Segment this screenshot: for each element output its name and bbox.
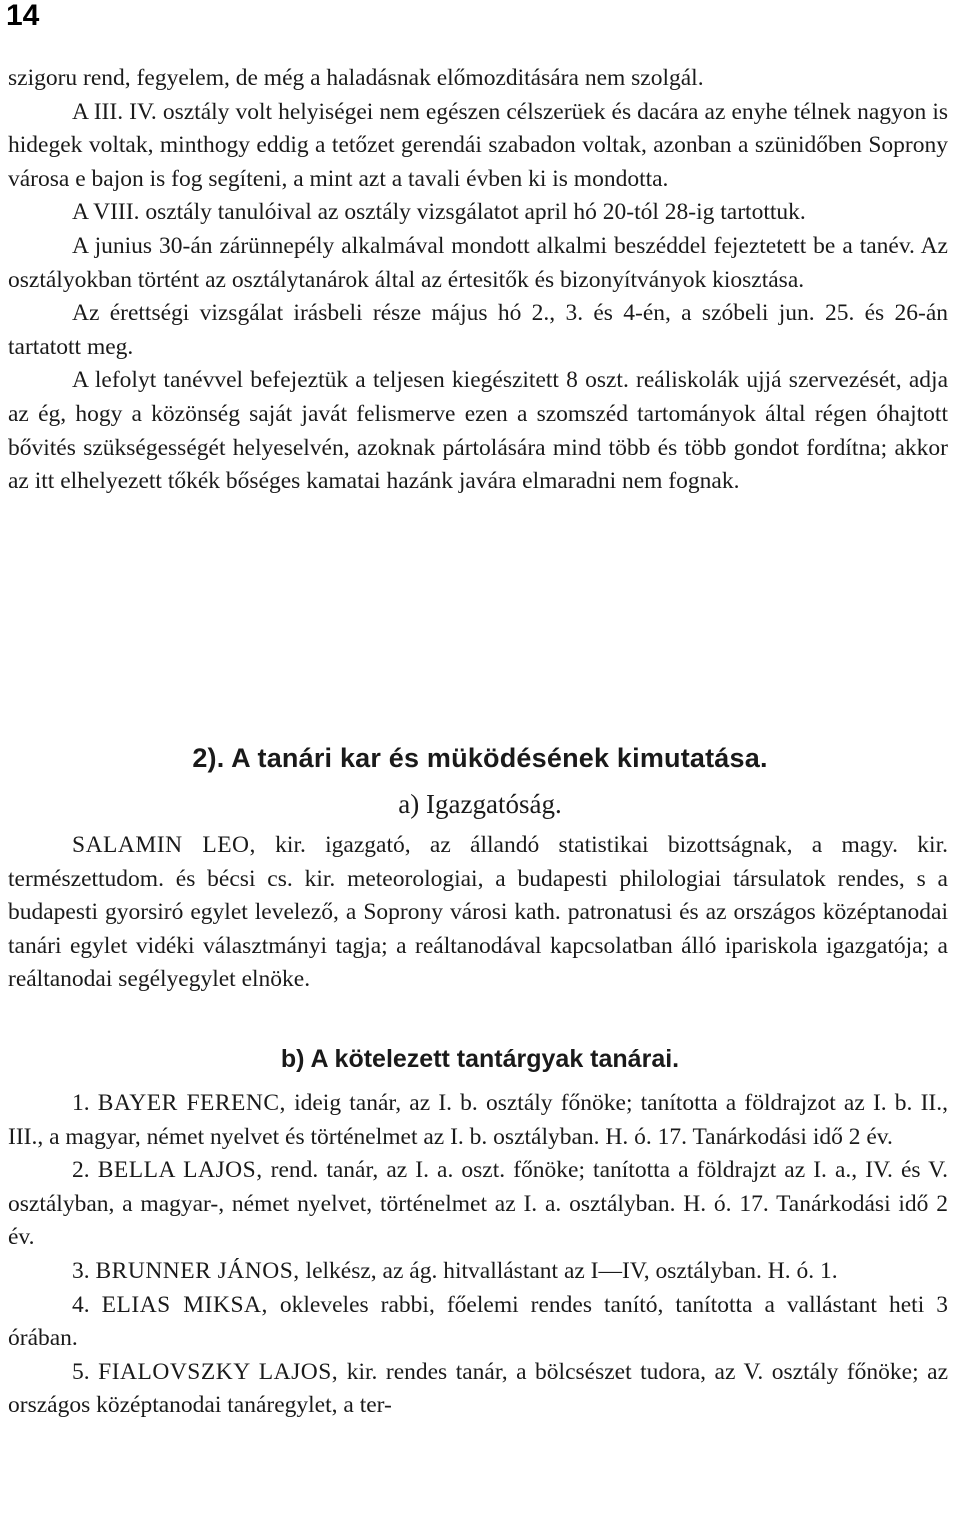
director-paragraph bbox=[8, 829, 948, 997]
teacher-text: rend. tanár, az I. a. oszt. főnöke; tanította a földrajzt az I. a., IV. és V. osztályban, a magyar-, német nyelvet, történelmet az I. a. osztályban. H. ó. 17. Tanárkodási idő 2 év. bbox=[8, 1157, 948, 1251]
teacher-number: 5. bbox=[72, 1358, 90, 1385]
teacher-name: BAYER FERENC, bbox=[97, 1090, 286, 1116]
teacher-name: BRUNNER JÁNOS, bbox=[95, 1257, 300, 1284]
teacher-name: BELLA LAJOS, bbox=[97, 1157, 263, 1184]
teacher-entry bbox=[8, 1255, 948, 1289]
teacher-entry bbox=[8, 1087, 948, 1154]
teacher-text: kir. rendes tanár, a bölcsészet tudora, az V. osztály főnöke; az országos középtanodai tanáregylet, a ter- bbox=[8, 1358, 949, 1419]
teacher-entry bbox=[8, 1356, 948, 1423]
director-entry bbox=[8, 829, 948, 997]
section-heading: 2). A tanári kar és müködésének kimutatása. bbox=[192, 743, 768, 773]
teacher-name: ELIAS MIKSA, bbox=[101, 1291, 268, 1318]
director-text: kir. igazgató, az állandó statistikai bizottságnak, a magy. kir. természettudom. és bécsi cs. kir. meteorologiai, a budapesti philologiai társulatok rendes, s a budapesti gyorsiró egylet levelező, a Soprony városi kath. patronatusi és az országos középtanodai tanári egylet vidéki választmányi tagja; a reáltanodával kapcsolatban álló ipariskola igazgatója; a reáltanodai segélyegylet elnöke. bbox=[8, 832, 948, 993]
teacher-number: 4. bbox=[72, 1291, 90, 1318]
teacher-entry bbox=[8, 1289, 948, 1356]
director-name: SALAMIN LEO, bbox=[72, 832, 256, 858]
subsection-heading-b: b) A kötelezett tantárgyak tanárai. bbox=[280, 1045, 680, 1073]
paragraph: szigoru rend, fegyelem, de még a haladásnak előmozditására nem szolgál. bbox=[8, 65, 704, 91]
subsection-heading-a: a) Igazgatóság. bbox=[398, 789, 562, 819]
paragraph: A VIII. osztály tanulóival az osztály vizsgálatot april hó 20-tól 28-ig tartottuk. bbox=[72, 199, 806, 226]
teacher-text: ideig tanár, az I. b. osztály főnöke; tanította a földrajzot az I. b. II., III., a magyar, német nyelvet és történelmet az I. b. osztályban. H. ó. 17. Tanárkodási idő 2 év. bbox=[8, 1090, 948, 1150]
teacher-number: 1. bbox=[72, 1090, 90, 1116]
paragraph: A III. IV. osztály volt helyiségei nem egészen célszerüek és dacára az enyhe télnek nagyon is hidegek voltak, minthogy eddig a tetőzet gerendái szabadon voltak, azonban a szünidőben Soprony városa e bajon is fog segíteni, a mint azt a tavali évben ki is mondotta. bbox=[8, 98, 948, 192]
paragraph: Az érettségi vizsgálat irásbeli része május hó 2., 3. és 4-én, a szóbeli jun. 25. és 26-án tartatott meg. bbox=[8, 300, 948, 360]
teacher-number: 2. bbox=[72, 1157, 90, 1184]
teacher-name: FIALOVSZKY LAJOS, bbox=[98, 1358, 339, 1385]
teacher-entry bbox=[8, 1154, 948, 1255]
body-text-upper bbox=[8, 62, 948, 499]
teacher-text: okleveles rabbi, főelemi rendes tanító, tanította a vallástant heti 3 órában. bbox=[8, 1291, 949, 1352]
page-number: 14 bbox=[6, 0, 40, 32]
paragraph: A junius 30-án zárünnepély alkalmával mondott alkalmi beszéddel fejeztetett be a tanév. Az osztályokban történt az osztálytanárok által az értesitők és bizonyítványok kiosztása. bbox=[8, 232, 948, 293]
paragraph: A lefolyt tanévvel befejeztük a teljesen kiegészitett 8 oszt. reáliskolák ujjá szervezését, adja az ég, hogy a közönség saját javát felismerve ezen a szomszéd tartományok által régen óhajtott bővités szükségességét helyeselvén, azoknak pártolására mind több és több gondot fordítna; akkor az itt elhelyezett tőkék bőséges kamatai hazánk javára elmaradni nem fognak. bbox=[8, 367, 948, 495]
teacher-text: lelkész, az ág. hitvallástant az I—IV, osztályban. H. ó. 1. bbox=[299, 1257, 838, 1284]
teacher-list bbox=[8, 1087, 948, 1423]
teacher-number: 3. bbox=[72, 1257, 90, 1284]
